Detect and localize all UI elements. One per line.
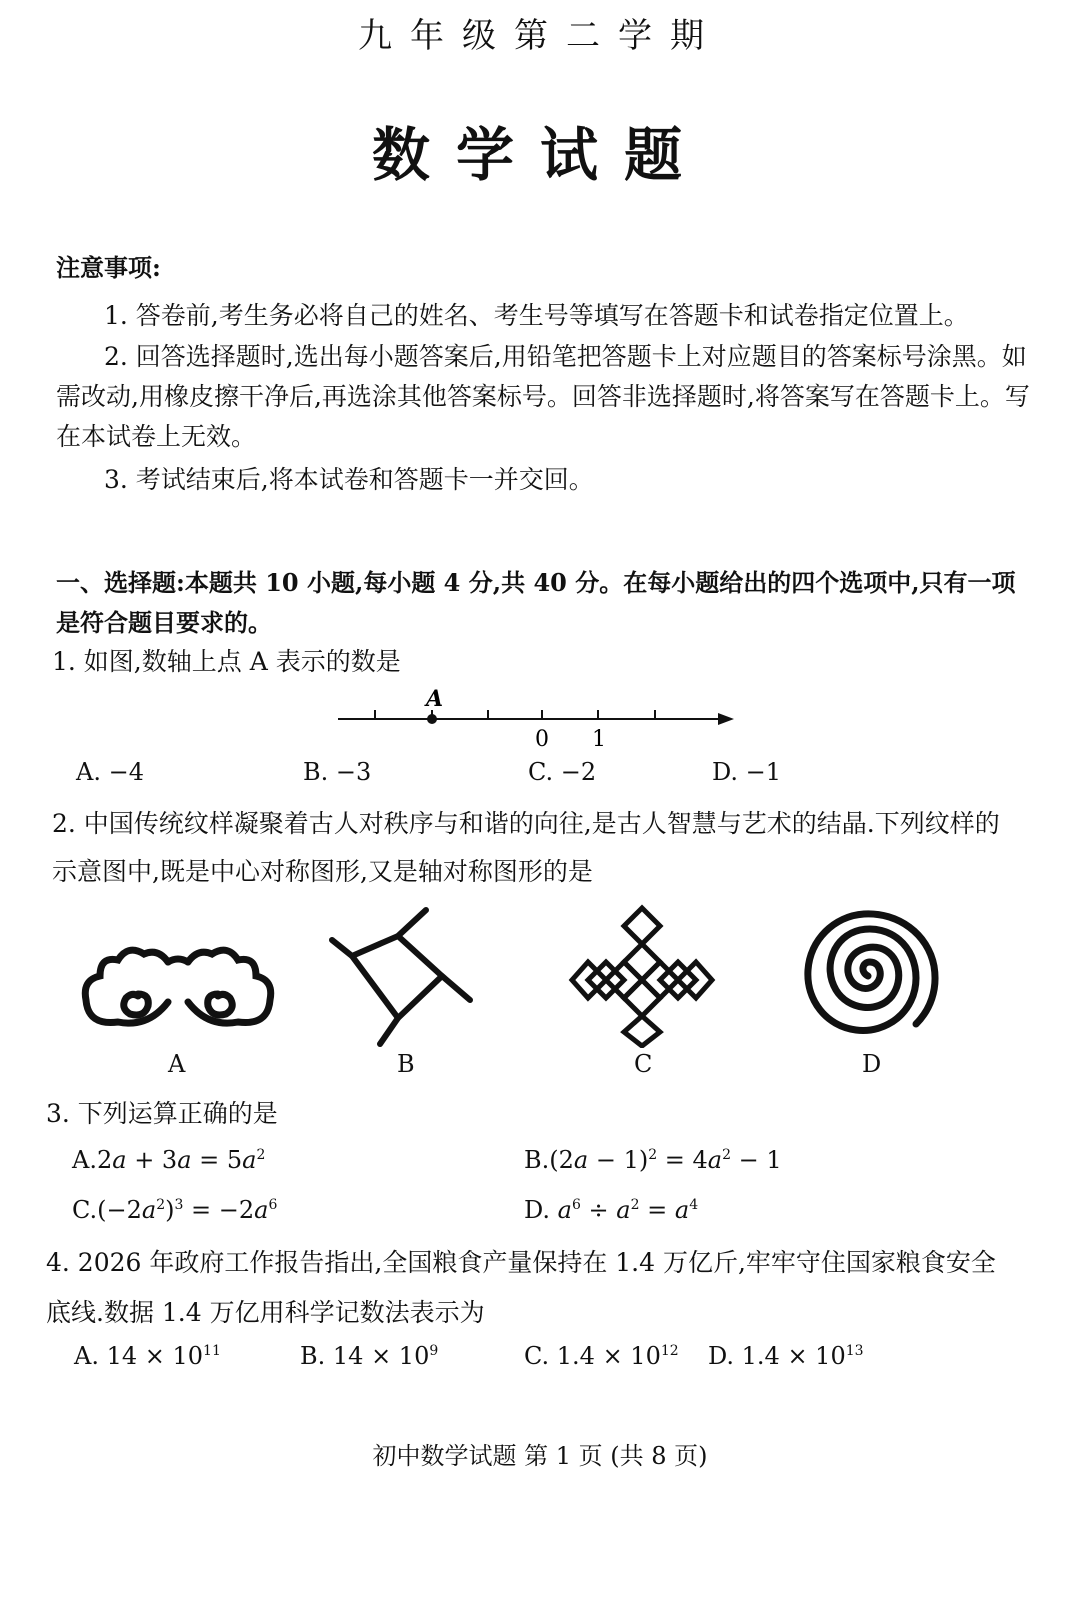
q1-option-c[interactable]: C. −2: [528, 758, 597, 786]
math-part: 2: [96, 1146, 113, 1174]
option-base: 14 × 10: [98, 1342, 204, 1370]
point-a-label: A: [426, 686, 444, 712]
math-part: (2: [549, 1146, 574, 1174]
one-label: 1: [592, 727, 606, 752]
note-item-1: 1. 答卷前,考生务必将自己的姓名、考生号等填写在答题卡和试卷指定位置上。: [104, 301, 969, 330]
zero-label: 0: [535, 727, 549, 752]
question-4-stem: 4. 2026 年政府工作报告指出,全国粮食产量保持在 1.4 万亿斤,牢牢守住国家粮食安全底线.数据 1.4 万亿用科学记数法表示为: [46, 1248, 996, 1327]
number-line-figure: [330, 682, 750, 752]
math-part: = −2: [183, 1196, 255, 1224]
math-var: a: [674, 1196, 690, 1224]
q4-option-d[interactable]: [708, 1342, 864, 1370]
q4-option-b[interactable]: [300, 1342, 438, 1370]
grade-title: 九年级第二学期: [358, 16, 722, 56]
math-exponent: 2: [648, 1147, 658, 1163]
math-exponent: 4: [689, 1197, 699, 1213]
cloud-pattern-icon[interactable]: [78, 930, 278, 1040]
math-var: a: [707, 1146, 723, 1174]
math-exponent: 2: [256, 1147, 266, 1163]
math-part: ): [165, 1196, 175, 1224]
math-exponent: 2: [722, 1147, 732, 1163]
point-a-dot: [427, 714, 437, 724]
math-var: a: [573, 1146, 589, 1174]
q2-label-b: B: [397, 1050, 415, 1078]
math-var: a: [112, 1146, 127, 1174]
q1-option-a[interactable]: A. −4: [76, 758, 144, 786]
option-exponent: 12: [660, 1343, 679, 1359]
math-exponent: 6: [571, 1197, 581, 1213]
question-2-stem: 2. 中国传统纹样凝聚着古人对秩序与和谐的向往,是古人智慧与艺术的结晶.下列纹样的示意图中,既是中心对称图形,又是轴对称图形的是: [52, 809, 1000, 886]
math-var: a: [177, 1146, 192, 1174]
square-frame-pattern-icon[interactable]: [328, 906, 478, 1048]
option-exponent: 9: [429, 1343, 439, 1359]
math-var: a: [557, 1196, 572, 1224]
notes-heading: 注意事项:: [56, 253, 161, 282]
math-exponent: 2: [630, 1197, 640, 1213]
option-label: B.: [524, 1146, 550, 1174]
q1-option-d[interactable]: D. −1: [712, 758, 782, 786]
math-part: = 4: [657, 1146, 708, 1174]
q3-option-c[interactable]: [72, 1196, 277, 1224]
math-part: ÷: [580, 1196, 617, 1224]
q3-option-b[interactable]: [524, 1146, 782, 1174]
diamond-lattice-pattern-icon[interactable]: [568, 904, 716, 1048]
page-title: 数学试题: [371, 121, 708, 189]
math-var: a: [616, 1196, 631, 1224]
option-label: C.: [72, 1196, 98, 1224]
option-base: 1.4 × 10: [734, 1342, 846, 1370]
math-exponent: 2: [156, 1197, 166, 1213]
q2-label-c: C: [634, 1050, 653, 1078]
option-exponent: 13: [845, 1343, 864, 1359]
option-base: 1.4 × 10: [549, 1342, 661, 1370]
option-base: 14 × 10: [325, 1342, 430, 1370]
option-label: C.: [524, 1342, 550, 1370]
math-part: =: [639, 1196, 675, 1224]
option-exponent: 11: [203, 1343, 221, 1359]
q2-label-a: A: [168, 1050, 186, 1078]
q3-option-d[interactable]: [524, 1196, 698, 1224]
q3-option-a[interactable]: [72, 1146, 265, 1174]
q4-option-a[interactable]: [74, 1342, 221, 1370]
arrow-icon: [718, 713, 734, 725]
q4-option-c[interactable]: [524, 1342, 679, 1370]
section-heading: 一、选择题:本题共 10 小题,每小题 4 分,共 40 分。在每小题给出的四个选项中,只有一项是符合题目要求的。: [56, 568, 1016, 637]
q1-option-b[interactable]: B. −3: [303, 758, 372, 786]
math-part: (−2: [97, 1196, 142, 1224]
note-item-3: 3. 考试结束后,将本试卷和答题卡一并交回。: [104, 465, 594, 494]
math-exponent: 3: [174, 1197, 184, 1213]
page-footer: 初中数学试题 第 1 页 (共 8 页): [372, 1442, 708, 1470]
option-label: B.: [300, 1342, 326, 1370]
question-1-stem: 1. 如图,数轴上点 A 表示的数是: [52, 647, 401, 676]
q2-label-d: D: [862, 1050, 882, 1078]
math-var: a: [242, 1146, 257, 1174]
option-label: A.: [72, 1146, 97, 1174]
question-3-stem: 3. 下列运算正确的是: [46, 1099, 278, 1128]
option-label: D.: [708, 1342, 735, 1370]
math-part: − 1): [588, 1146, 649, 1174]
math-exponent: 6: [268, 1197, 278, 1213]
math-part: = 5: [191, 1146, 243, 1174]
math-part: + 3: [126, 1146, 178, 1174]
spiral-pattern-icon[interactable]: [798, 906, 946, 1048]
option-label: D.: [524, 1196, 551, 1224]
note-item-2: 2. 回答选择题时,选出每小题答案后,用铅笔把答题卡上对应题目的答案标号涂黑。如需改动,用橡皮擦干净后,再选涂其他答案标号。回答非选择题时,将答案写在答题卡上。写在本试卷上无效。: [56, 342, 1030, 451]
math-var: a: [141, 1196, 157, 1224]
math-part: − 1: [731, 1146, 782, 1174]
math-var: a: [254, 1196, 269, 1224]
option-label: A.: [74, 1342, 99, 1370]
